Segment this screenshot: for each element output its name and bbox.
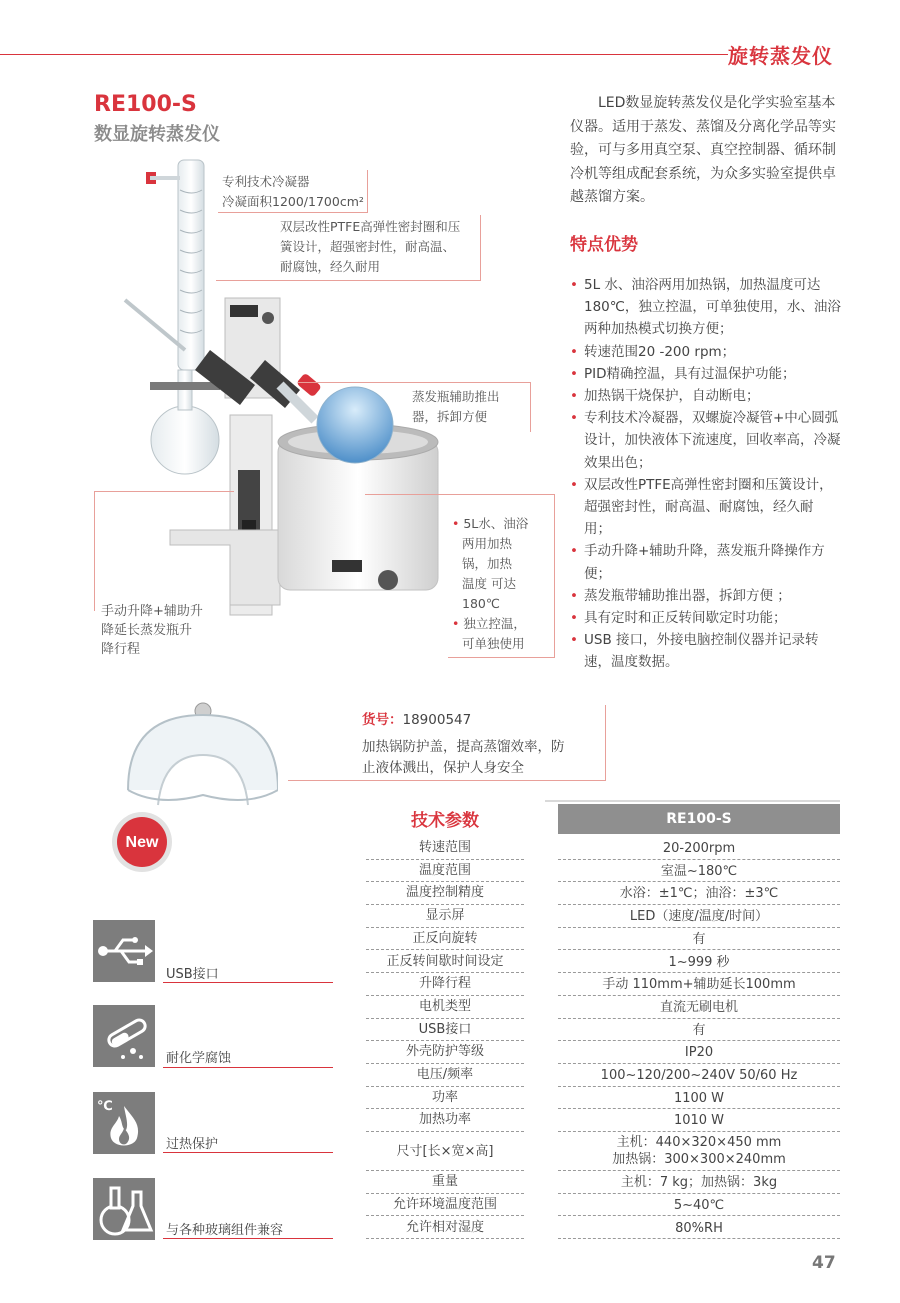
callout-lift: 手动升降+辅助升 降延长蒸发瓶升 降行程 bbox=[101, 604, 203, 657]
spec-key: 升降行程 bbox=[366, 973, 524, 996]
spec-key: 允许环境温度范围 bbox=[366, 1194, 524, 1217]
spec-value bbox=[558, 973, 840, 996]
spec-key: 允许相对湿度 bbox=[366, 1217, 524, 1240]
spec-row bbox=[366, 973, 840, 996]
spec-key: 正反向旋转 bbox=[366, 928, 524, 951]
feature-item: • USB 接口，外接电脑控制仪器并记录转 速，温度数据。 bbox=[570, 629, 842, 673]
callout-line bbox=[94, 491, 234, 492]
spec-value bbox=[558, 1064, 840, 1087]
spec-key: 温度范围 bbox=[366, 860, 524, 883]
spec-header-bar bbox=[545, 800, 840, 802]
spec-key: 功率 bbox=[366, 1087, 524, 1110]
icon-rule bbox=[163, 1067, 333, 1068]
spec-key: 电压/频率 bbox=[366, 1064, 524, 1087]
spec-value-line: 5~40℃ bbox=[673, 1197, 725, 1213]
spec-key: 电机类型 bbox=[366, 996, 524, 1019]
spec-row bbox=[366, 951, 840, 974]
product-model: RE100-S bbox=[94, 92, 197, 117]
spec-value-line: 室温~180℃ bbox=[660, 863, 738, 879]
callout-line bbox=[530, 382, 531, 432]
spec-value-line: 主机：7 kg；加热锅：3kg bbox=[620, 1175, 778, 1191]
callout-line bbox=[94, 491, 95, 611]
spec-value bbox=[558, 928, 840, 951]
callout-line bbox=[554, 494, 555, 658]
spec-row bbox=[366, 1132, 840, 1171]
icon-rule bbox=[163, 1152, 333, 1153]
spec-row bbox=[366, 1171, 840, 1194]
features-title: 特点优势 bbox=[570, 235, 638, 255]
spec-value bbox=[558, 1109, 840, 1132]
spec-value-line: 有 bbox=[692, 1022, 706, 1038]
feature-item: • 专利技术冷凝器，双螺旋冷凝管+中心圆弧设计，加快液体下流速度，回收率高，冷凝效果出色； bbox=[570, 407, 842, 474]
spec-row bbox=[366, 905, 840, 928]
spec-value-line: 手动 110mm+辅助延长100mm bbox=[602, 977, 796, 993]
header-rule bbox=[0, 54, 728, 55]
callout-line bbox=[218, 212, 368, 213]
spec-row bbox=[366, 837, 840, 860]
callout-bath: • 5L水、油浴 两用加热 锅，加热 温度 可达 180℃ • 独立控温， 可单独使用 bbox=[452, 516, 529, 651]
icon-label-chemical: 耐化学腐蚀 bbox=[166, 1051, 232, 1066]
callout-condenser: 专利技术冷凝器 冷凝面积1200/1700cm² bbox=[222, 174, 364, 209]
callout-line bbox=[298, 382, 530, 383]
icon-label-glassware: 与各种玻璃组件兼容 bbox=[166, 1223, 284, 1238]
spec-value-line: 主机：440×320×450 mm bbox=[616, 1135, 782, 1151]
callout-seal: 双层改性PTFE高弹性密封圈和压 簧设计，超强密封性，耐高温、 耐腐蚀，经久耐用 bbox=[280, 219, 461, 274]
spec-key: 显示屏 bbox=[366, 905, 524, 928]
flask-icon bbox=[93, 1178, 155, 1240]
svg-text:℃: ℃ bbox=[97, 1099, 113, 1114]
feature-item: • 双层改性PTFE高弹性密封圈和压簧设计， 超强密封性，耐高温、耐腐蚀，经久耐 用； bbox=[570, 474, 842, 541]
spec-value bbox=[558, 905, 840, 928]
spec-value-line: 有 bbox=[692, 931, 706, 947]
usb-icon bbox=[93, 920, 155, 982]
spec-value bbox=[558, 1132, 840, 1171]
spec-key: USB接口 bbox=[366, 1019, 524, 1042]
product-name: 数显旋转蒸发仪 bbox=[94, 124, 220, 145]
spec-value bbox=[558, 1217, 840, 1240]
spec-key: 转速范围 bbox=[366, 837, 524, 860]
spec-value bbox=[558, 882, 840, 905]
spec-row bbox=[366, 1064, 840, 1087]
spec-key: 重量 bbox=[366, 1171, 524, 1194]
spec-value-line: IP20 bbox=[684, 1045, 714, 1061]
intro-text: LED数显旋转蒸发仪是化学实验室基本仪器。适用于蒸发、蒸馏及分离化学品等实验，可与多用真空泵、真空控制器、循环制冷机等组成配套系统，为众多实验室提供卓越蒸馏方案。 bbox=[570, 95, 836, 205]
spec-value-line: 100~120/200~240V 50/60 Hz bbox=[600, 1068, 798, 1083]
spec-value-line: LED（速度/温度/时间） bbox=[629, 909, 769, 925]
spec-key: 尺寸[长×宽×高] bbox=[366, 1132, 524, 1171]
spec-row bbox=[366, 860, 840, 883]
spec-value-line: 1010 W bbox=[673, 1113, 725, 1129]
spec-row bbox=[366, 928, 840, 951]
spec-value bbox=[558, 1194, 840, 1217]
icon-label-overheat: 过热保护 bbox=[166, 1137, 219, 1152]
spec-key: 温度控制精度 bbox=[366, 882, 524, 905]
spec-key: 外壳防护等级 bbox=[366, 1041, 524, 1064]
spec-value-line: 80%RH bbox=[675, 1220, 723, 1236]
icon-rule bbox=[163, 1238, 333, 1239]
icon-rule bbox=[163, 982, 333, 983]
spec-value bbox=[558, 837, 840, 860]
spec-value bbox=[558, 1041, 840, 1064]
feature-item: • 5L 水、油浴两用加热锅，加热温度可达180℃，独立控温，可单独使用，水、油浴两种加热模式切换方便； bbox=[570, 274, 842, 341]
callout-pusher: 蒸发瓶辅助推出 器，拆卸方便 bbox=[412, 389, 500, 424]
spec-key: 加热功率 bbox=[366, 1109, 524, 1132]
callout-line bbox=[480, 215, 481, 281]
feature-list bbox=[570, 274, 842, 674]
spec-value bbox=[558, 1087, 840, 1110]
feature-item: • 加热锅干烧保护，自动断电； bbox=[570, 385, 842, 407]
spec-row bbox=[366, 1087, 840, 1110]
callout-line bbox=[216, 280, 481, 281]
flame-icon bbox=[93, 1092, 155, 1154]
spec-value bbox=[558, 1019, 840, 1042]
spec-row bbox=[366, 1019, 840, 1042]
protective-cover-image bbox=[118, 695, 278, 815]
svg-text:New: New bbox=[125, 834, 159, 851]
test-tube-icon bbox=[93, 1005, 155, 1067]
spec-value-line: 水浴：±1℃；油浴：±3℃ bbox=[619, 886, 779, 902]
spec-value-line: 20-200rpm bbox=[662, 841, 736, 856]
feature-item: • PID精确控温，具有过温保护功能； bbox=[570, 363, 842, 385]
spec-value bbox=[558, 951, 840, 974]
spec-row bbox=[366, 882, 840, 905]
category-title: 旋转蒸发仪 bbox=[728, 44, 833, 68]
feature-item: • 转速范围20 -200 rpm； bbox=[570, 341, 842, 363]
spec-value-line: 加热锅：300×300×240mm bbox=[612, 1152, 786, 1168]
callout-line bbox=[448, 657, 555, 658]
callout-line bbox=[365, 494, 555, 495]
spec-value bbox=[558, 860, 840, 883]
spec-row bbox=[366, 1109, 840, 1132]
page-number: 47 bbox=[812, 1253, 836, 1273]
spec-title: 技术参数 bbox=[411, 811, 479, 831]
new-badge bbox=[108, 810, 176, 874]
callout-line bbox=[367, 170, 368, 213]
spec-value-line: 1~999 秒 bbox=[668, 954, 730, 970]
spec-row bbox=[366, 1217, 840, 1240]
icon-label-usb: USB接口 bbox=[166, 967, 219, 982]
spec-model-header: RE100-S bbox=[558, 804, 840, 834]
spec-value bbox=[558, 1171, 840, 1194]
callout-line bbox=[288, 780, 606, 781]
feature-item: • 手动升降+辅助升降，蒸发瓶升降操作方便； bbox=[570, 540, 842, 584]
spec-row bbox=[366, 1041, 840, 1064]
spec-value-line: 1100 W bbox=[673, 1090, 725, 1106]
accessory-sku: 货号：18900547 bbox=[362, 712, 472, 728]
accessory-description: 加热锅防护盖，提高蒸馏效率，防 止液体溅出，保护人身安全 bbox=[362, 739, 565, 776]
feature-item: • 蒸发瓶带辅助推出器，拆卸方便 ； bbox=[570, 585, 842, 607]
callout-line bbox=[605, 705, 606, 781]
spec-value-line: 直流无刷电机 bbox=[659, 999, 738, 1015]
spec-key: 正反转间歇时间设定 bbox=[366, 951, 524, 974]
spec-row bbox=[366, 996, 840, 1019]
spec-value bbox=[558, 996, 840, 1019]
spec-row bbox=[366, 1194, 840, 1217]
feature-item: • 具有定时和正反转间歇定时功能； bbox=[570, 607, 842, 629]
